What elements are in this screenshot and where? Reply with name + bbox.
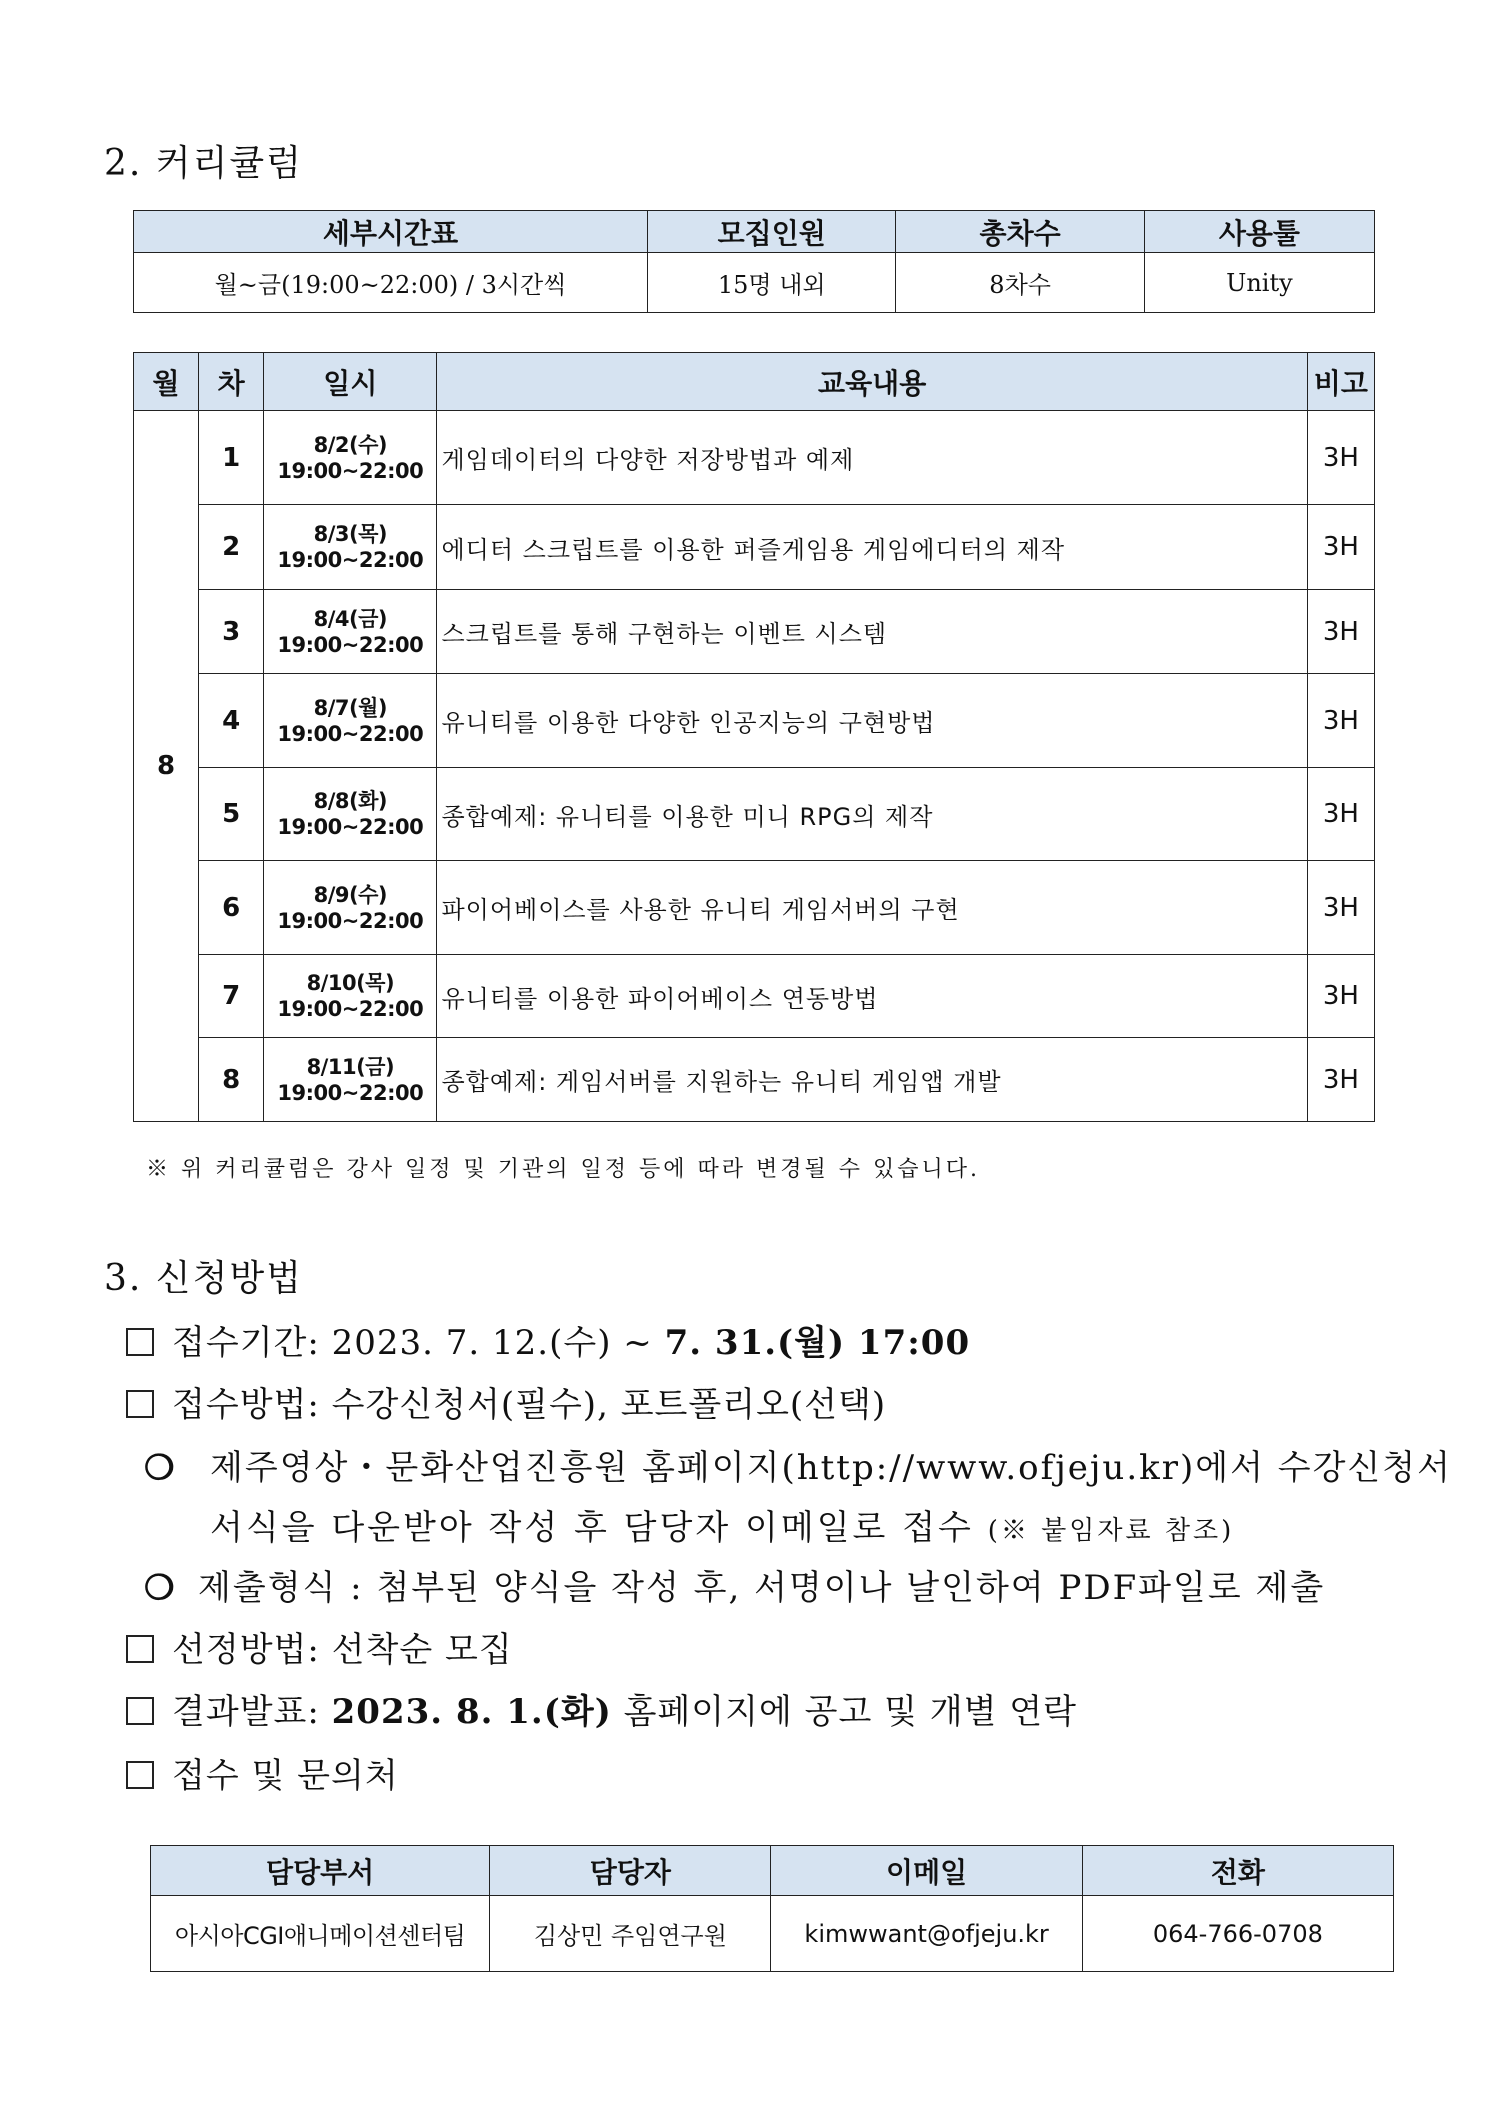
contact-phone: 064-766-0708: [1082, 1896, 1393, 1972]
session-time: 19:00~22:00: [277, 458, 424, 483]
period-item: [126, 1315, 970, 1364]
session-date: 8/3(목): [313, 522, 387, 546]
contact-title: 접수 및 문의처: [172, 1756, 399, 1796]
table-row: [134, 505, 1375, 590]
period-label: 접수기간: 2023. 7. 12.(수) ~: [172, 1323, 665, 1363]
session-content: 에디터 스크립트를 이용한 퍼즐게임용 게임에디터의 제작: [437, 505, 1307, 590]
session-time: 19:00~22:00: [277, 721, 424, 746]
table-row: [134, 861, 1375, 955]
bullet-format-text: 제출형식 : 첨부된 양식을 작성 후, 서명이나 날인하여 PDF파일로 제출: [198, 1568, 1326, 1608]
schedule-header-date: 일시: [264, 353, 437, 411]
result-item: [126, 1684, 1077, 1733]
contact-item: [126, 1748, 399, 1797]
summary-value-sessions: 8차수: [896, 253, 1144, 313]
section-2-heading: 2. 커리큘럼: [104, 143, 303, 184]
bullet-item-format: [144, 1560, 1325, 1609]
result-label: 결과발표:: [172, 1692, 332, 1732]
session-date: 8/9(수): [313, 882, 387, 907]
selection-item: [126, 1622, 513, 1671]
contact-table: [150, 1845, 1394, 1972]
contact-dept: 아시아CGI애니메이션센터팀: [151, 1896, 490, 1972]
session-time: 19:00~22:00: [277, 815, 424, 839]
schedule-header-no: 차: [199, 353, 264, 411]
checkbox-icon: [126, 1635, 154, 1663]
session-note: 3H: [1307, 955, 1374, 1038]
session-time: 19:00~22:00: [277, 908, 424, 933]
schedule-header-content: 교육내용: [437, 353, 1307, 411]
session-number: 3: [199, 590, 264, 674]
session-note: 3H: [1307, 674, 1374, 768]
session-note: 3H: [1307, 768, 1374, 861]
session-content: 종합예제: 게임서버를 지원하는 유니티 게임앱 개발: [437, 1038, 1307, 1122]
session-datetime: [264, 1038, 437, 1122]
session-time: 19:00~22:00: [277, 632, 424, 657]
contact-header-person: 담당자: [490, 1846, 771, 1896]
contact-header-dept: 담당부서: [151, 1846, 490, 1896]
summary-table: [133, 210, 1375, 313]
table-row: [134, 955, 1375, 1038]
session-date: 8/8(화): [313, 789, 387, 813]
circle-bullet-icon: ❍: [144, 1568, 177, 1608]
result-rest: 홈페이지에 공고 및 개별 연락: [611, 1692, 1077, 1732]
session-note: 3H: [1307, 590, 1374, 674]
table-row: [134, 590, 1375, 674]
session-content: 유니티를 이용한 다양한 인공지능의 구현방법: [437, 674, 1307, 768]
session-number: 5: [199, 768, 264, 861]
session-date: 8/4(금): [313, 606, 387, 631]
bullet-homepage-line1: 제주영상・문화산업진흥원 홈페이지(http://www.ofjeju.kr)에서 수강신청서: [210, 1448, 1452, 1488]
schedule-month: 8: [134, 411, 199, 1122]
checkbox-icon: [126, 1761, 154, 1789]
session-number: 4: [199, 674, 264, 768]
summary-header-schedule: 세부시간표: [134, 211, 648, 253]
session-content: 유니티를 이용한 파이어베이스 연동방법: [437, 955, 1307, 1038]
schedule-header-month: 월: [134, 353, 199, 411]
schedule-table: [133, 352, 1375, 1122]
summary-value-recruit: 15명 내외: [648, 253, 896, 313]
session-datetime: [264, 411, 437, 505]
session-datetime: [264, 955, 437, 1038]
contact-header-phone: 전화: [1082, 1846, 1393, 1896]
method-item: [126, 1377, 886, 1426]
contact-header-email: 이메일: [771, 1846, 1082, 1896]
period-end: 7. 31.(월) 17:00: [664, 1323, 971, 1363]
session-date: 8/10(목): [306, 971, 395, 995]
checkbox-icon: [126, 1697, 154, 1725]
bullet-homepage-line2: 서식을 다운받아 작성 후 담당자 이메일로 접수: [210, 1508, 988, 1548]
session-time: 19:00~22:00: [277, 548, 424, 572]
schedule-header-note: 비고: [1307, 353, 1374, 411]
contact-email[interactable]: kimwwant@ofjeju.kr: [771, 1896, 1082, 1972]
table-row: [134, 674, 1375, 768]
section-3-heading: 3. 신청방법: [104, 1258, 303, 1299]
session-datetime: [264, 768, 437, 861]
session-note: 3H: [1307, 1038, 1374, 1122]
table-row: [134, 411, 1375, 505]
session-number: 2: [199, 505, 264, 590]
session-number: 8: [199, 1038, 264, 1122]
contact-person: 김상민 주임연구원: [490, 1896, 771, 1972]
session-time: 19:00~22:00: [277, 1080, 424, 1105]
circle-bullet-icon: ❍: [144, 1448, 177, 1488]
session-number: 6: [199, 861, 264, 955]
session-datetime: [264, 861, 437, 955]
session-content: 게임데이터의 다양한 저장방법과 예제: [437, 411, 1307, 505]
curriculum-footnote: ※ 위 커리큘럼은 강사 일정 및 기관의 일정 등에 따라 변경될 수 있습니다.: [146, 1157, 980, 1182]
checkbox-icon: [126, 1328, 154, 1356]
summary-header-tool: 사용툴: [1144, 211, 1374, 253]
summary-value-tool: Unity: [1144, 253, 1374, 313]
session-note: 3H: [1307, 505, 1374, 590]
session-date: 8/11(금): [306, 1054, 395, 1079]
result-date: 2023. 8. 1.(화): [331, 1692, 612, 1732]
table-row: [134, 768, 1375, 861]
bullet-item-homepage-cont: [210, 1500, 1234, 1549]
session-number: 7: [199, 955, 264, 1038]
summary-value-schedule: 월~금(19:00~22:00) / 3시간씩: [134, 253, 648, 313]
session-content: 스크립트를 통해 구현하는 이벤트 시스템: [437, 590, 1307, 674]
session-content: 종합예제: 유니티를 이용한 미니 RPG의 제작: [437, 768, 1307, 861]
session-note: 3H: [1307, 861, 1374, 955]
summary-header-sessions: 총차수: [896, 211, 1144, 253]
session-date: 8/7(월): [313, 695, 387, 720]
checkbox-icon: [126, 1390, 154, 1418]
session-datetime: [264, 505, 437, 590]
session-datetime: [264, 674, 437, 768]
table-row: [134, 1038, 1375, 1122]
session-content: 파이어베이스를 사용한 유니티 게임서버의 구현: [437, 861, 1307, 955]
session-datetime: [264, 590, 437, 674]
selection-text: 선정방법: 선착순 모집: [172, 1630, 513, 1670]
bullet-item-homepage: [144, 1440, 1452, 1489]
session-time: 19:00~22:00: [277, 997, 424, 1021]
summary-header-recruit: 모집인원: [648, 211, 896, 253]
session-note: 3H: [1307, 411, 1374, 505]
session-number: 1: [199, 411, 264, 505]
bullet-homepage-note: (※ 붙임자료 참조): [987, 1516, 1235, 1546]
session-date: 8/2(수): [313, 432, 387, 457]
method-text: 접수방법: 수강신청서(필수), 포트폴리오(선택): [172, 1385, 887, 1425]
